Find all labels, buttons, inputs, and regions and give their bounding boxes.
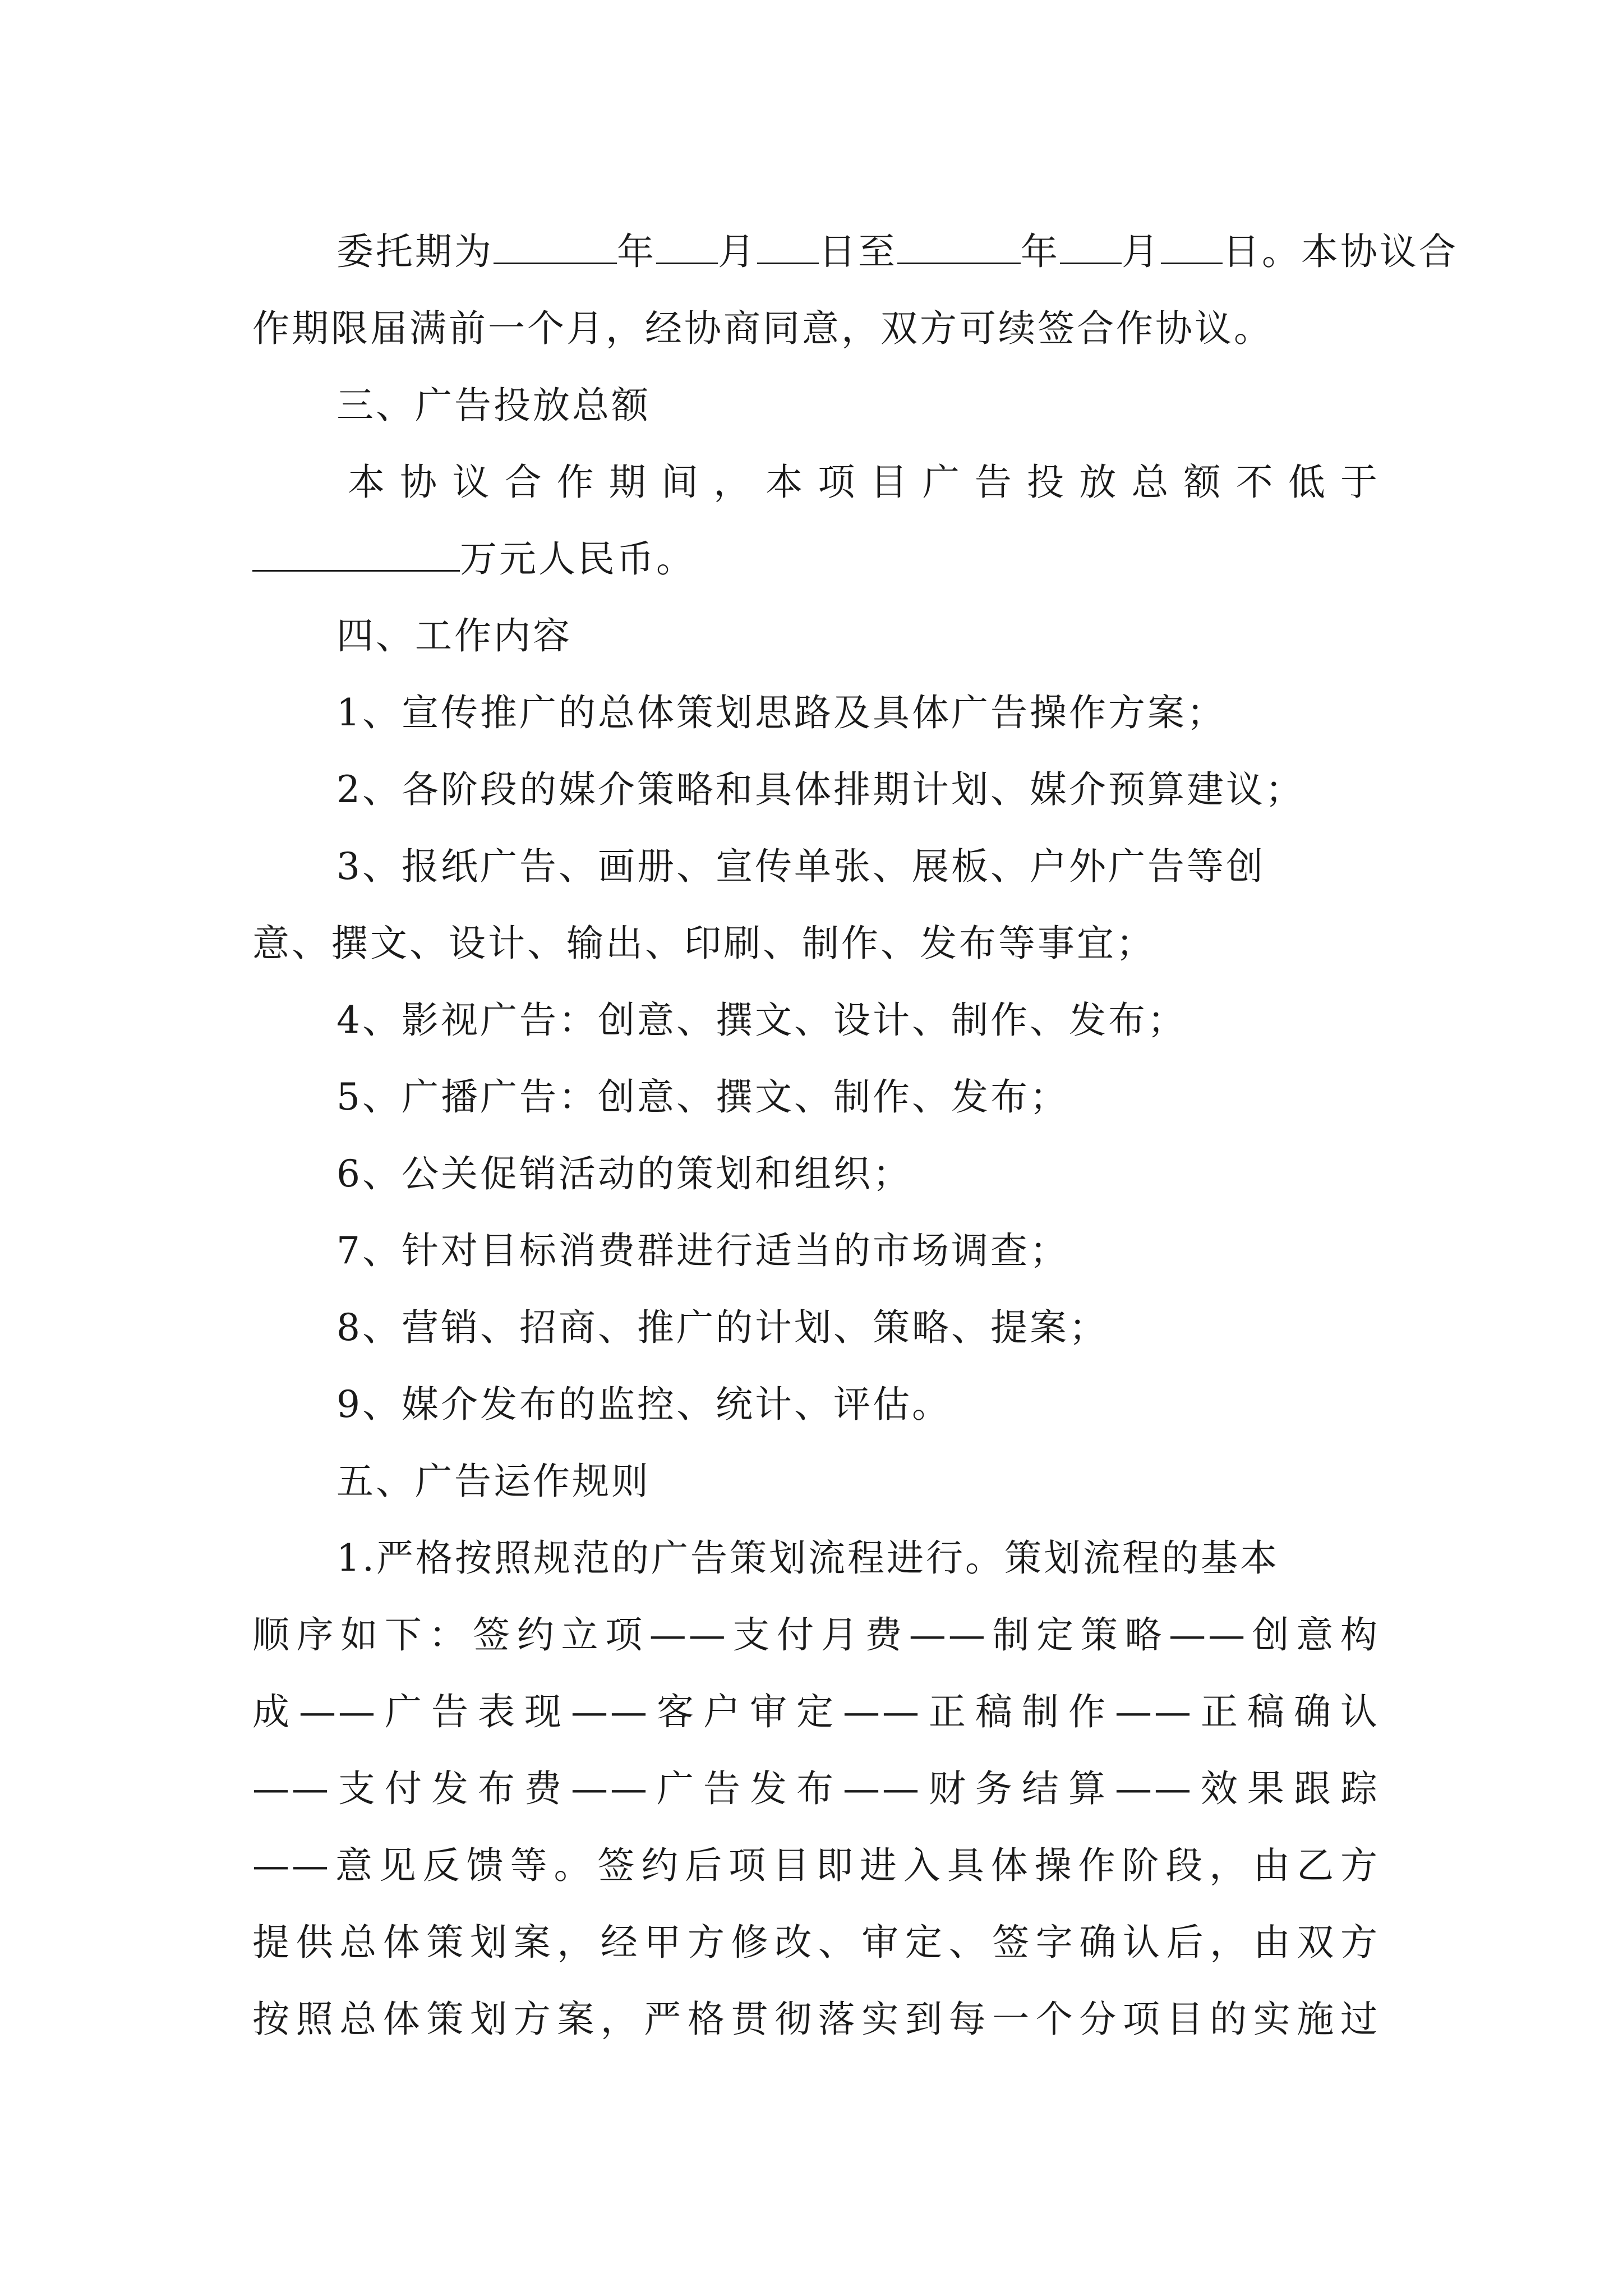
term-line-2: 作期限届满前一个月，经协商同意，双方可续签合作协议。 [252, 307, 1273, 350]
work-item-6: 6、公关促销活动的策划和组织； [336, 1152, 912, 1195]
day-label-1: 日至 [819, 230, 897, 273]
work-item-9: 9、媒介发布的监控、统计、评估。 [336, 1383, 951, 1426]
work-item-1: 1、宣传推广的总体策划思路及具体广告操作方案； [336, 691, 1226, 734]
work-item-3: 3、报纸广告、画册、宣传单张、展板、户外广告等创 [336, 845, 1265, 888]
year-label-1: 年 [617, 230, 656, 273]
blank-month-2 [1060, 229, 1122, 264]
rule-line-5: ——意见反馈等。签约后项目即进入具体操作阶段，由乙方 [252, 1844, 1380, 1887]
blank-month-1 [656, 229, 718, 264]
rule-line-6: 提供总体策划案，经甲方修改、审定、签字确认后，由双方 [252, 1921, 1380, 1964]
term-prefix: 委托期为 [336, 230, 494, 273]
amount-line-1: 本协议合作期间，本项目广告投放总额不低于 [348, 461, 1380, 504]
blank-year-2 [897, 229, 1021, 264]
rule-line-3: 成——广告表现——客户审定——正稿制作——正稿确认 [252, 1690, 1380, 1733]
rule-line-1: 1.严格按照规范的广告策划流程进行。策划流程的基本 [336, 1536, 1279, 1580]
month-label-2: 月 [1122, 230, 1161, 273]
rule-line-7: 按照总体策划方案，严格贯彻落实到每一个分项目的实施过 [252, 1998, 1380, 2041]
amount-suffix: 万元人民币。 [460, 537, 695, 581]
month-label-1: 月 [718, 230, 757, 273]
term-line-1 [252, 213, 1458, 290]
day-label-2: 日。本协议合 [1223, 230, 1458, 273]
rule-line-4: ——支付发布费——广告发布——财务结算——效果跟踪 [252, 1767, 1380, 1810]
work-item-3-continued: 意、撰文、设计、输出、印刷、制作、发布等事宜； [252, 922, 1155, 965]
work-item-7: 7、针对目标消费群进行适当的市场调查； [336, 1229, 1069, 1272]
section-heading-5: 五、广告运作规则 [336, 1460, 651, 1503]
section-heading-4: 四、工作内容 [336, 614, 572, 657]
blank-amount [252, 536, 460, 572]
section-heading-3: 三、广告投放总额 [336, 384, 651, 427]
document-body [252, 213, 1458, 2058]
work-item-4: 4、影视广告：创意、撰文、设计、制作、发布； [336, 999, 1187, 1042]
work-item-5: 5、广播广告：创意、撰文、制作、发布； [336, 1075, 1069, 1119]
blank-day-2 [1161, 229, 1223, 264]
blank-day-1 [757, 229, 819, 264]
blank-year-1 [494, 229, 617, 264]
work-item-8: 8、营销、招商、推广的计划、策略、提案； [336, 1306, 1108, 1349]
work-item-2: 2、各阶段的媒介策略和具体排期计划、媒介预算建议； [336, 768, 1304, 811]
rule-line-2: 顺序如下：签约立项——支付月费——制定策略——创意构 [252, 1613, 1380, 1657]
year-label-2: 年 [1021, 230, 1060, 273]
amount-line-2 [252, 521, 1380, 597]
